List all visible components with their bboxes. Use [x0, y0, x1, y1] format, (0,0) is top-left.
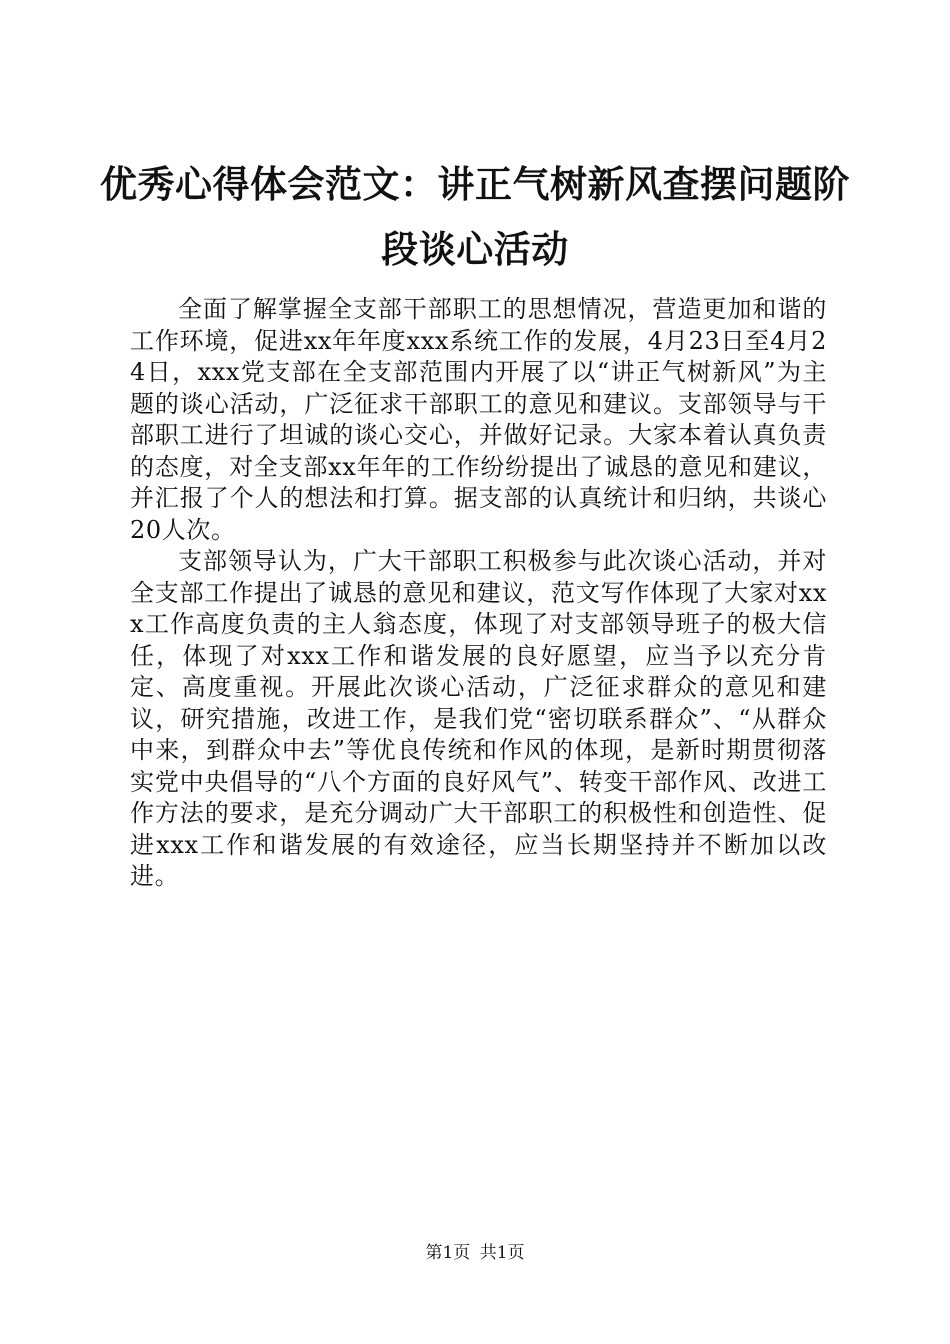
document-title: 优秀心得体会范文：讲正气树新风查摆问题阶段谈心活动	[100, 163, 850, 271]
page-number: 第1页	[425, 1243, 471, 1263]
page-footer	[0, 1241, 950, 1265]
paragraph-1: 全面了解掌握全支部干部职工的思想情况，营造更加和谐的工作环境，促进xx年年度xxx系统工作的发展，4月23日至4月24日，xxx党支部在全支部范围内开展了以“讲正气树新风”为主题的谈心活动，广泛征求干部职工的意见和建议。支部领导与干部职工进行了坦诚的谈心交心，并做好记录。大家本着认真负责的态度，对全支部xx年年的工作纷纷提出了诚恳的意见和建议，并汇报了个人的想法和打算。据支部的认真统计和归纳，共谈心20人次。	[130, 295, 827, 544]
document-body	[130, 294, 827, 893]
page-total: 共1页	[479, 1243, 525, 1263]
paragraph-2: 支部领导认为，广大干部职工积极参与此次谈心活动，并对全支部工作提出了诚恳的意见和建议，范文写作体现了大家对xxx工作高度负责的主人翁态度，体现了对支部领导班子的极大信任，体现了对xxx工作和谐发展的良好愿望，应当予以充分肯定、高度重视。开展此次谈心活动，广泛征求群众的意见和建议，研究措施，改进工作，是我们党“密切联系群众”、“从群众中来，到群众中去”等优良传统和作风的体现，是新时期贯彻落实党中央倡导的“八个方面的良好风气”、转变干部作风、改进工作方法的要求，是充分调动广大干部职工的积极性和创造性、促进xxx工作和谐发展的有效途径，应当长期坚持并不断加以改进。	[130, 547, 827, 890]
